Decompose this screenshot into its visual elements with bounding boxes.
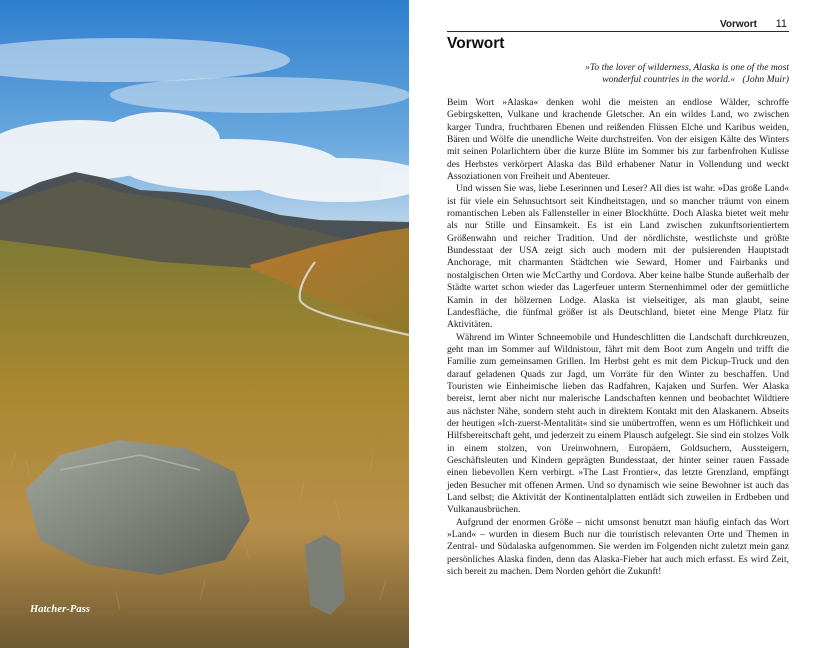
epigraph-line-2-text: wonderful countries in the world.«: [602, 74, 736, 86]
paragraph-4: Aufgrund der enormen Größe – nicht umsonst benutzt man häufig einfach das Wort »Land« – wurden in diesem Buch nur die touristisch relevanten Orte und Themen in Zentral- und Südalaska aufgenommen. Sie werden im Folgenden nicht zuletzt mein ganz persönliches Alaska finden, denn das Alaska-Fieber hat auch mich erfasst. Es wird Zeit, sich bereit zu machen. Dem Norden gehört die Zukunft!: [447, 516, 789, 578]
epigraph-author: (John Muir): [742, 74, 789, 86]
chapter-title: Vorwort: [447, 35, 505, 52]
photo-caption: Hatcher-Pass: [30, 604, 91, 615]
text-page: [409, 0, 819, 648]
running-head: [447, 17, 789, 32]
body-text: [447, 97, 789, 578]
epigraph-line-1: »To the lover of wilderness, Alaska is one of the most: [585, 62, 789, 73]
photo-page: [0, 0, 409, 648]
paragraph-2: Und wissen Sie was, liebe Leserinnen und Leser? All dies ist wahr. »Das große Land« ist für viele ein Sehnsuchtsort seit Kindheitstagen, und so mancher träumt von einem romantischen Leben als Fallensteller in einer Blockhütte. Doch Alaska bietet weit mehr als nur Stille und Einsamkeit. Es ist ein Land zwischen zukunftsorientiertem Größenwahn und reicher Tradition. Und der nördlichste, westlichste und größte Bundesstaat der USA zeigt sich auch modern mit der pulsierenden Hauptstadt Anchorage, mit charmanten Städtchen wie Seward, Homer und Fairbanks und nostalgischen Orten wie McCarthy und Cordova. Aber keine halbe Stunde außerhalb der Städte wartet schon wieder das Lagerfeuer unterm Sternenhimmel oder der gemütliche Kamin in der hölzernen Lodge. Alaska ist vielseitiger, als man glaubt, seine Landesfläche, die fünfmal größer ist als Deutschland, bietet eine Menge Platz für Aktivitäten.: [447, 183, 789, 331]
landscape-photo: [0, 0, 409, 648]
epigraph: [509, 62, 789, 86]
paragraph-3: Während im Winter Schneemobile und Hundeschlitten die Landschaft durchkreuzen, geht man im Sommer auf Wildnistour, fährt mit dem Boot zum Angeln und trifft die Familie zum gemeinsamen Grillen. Im Herbst geht es mit dem Pickup-Truck und den darauf geladenen Quads zur Jagd, um Vorräte für den Winter zu beschaffen. Und Touristen wie Einheimische lieben das Radfahren, Kajaken und Surfen. Wer Alaska bereist, lernt aber nicht nur malerische Landschaften kennen und beobachtet Wildtiere aus nächster Nähe, sondern steht auch in direktem Kontakt mit den Alaskanern. Abseits der heutigen »Ich-zuerst-Mentalität« sind sie unübertroffen, wenn es um Höflichkeit und Hilfsbereitschaft geht, und jederzeit zu einem Plausch aufgelegt. Sie sind ein stolzes Volk in einem stolzen, von Ureinwohnern, Europäern, Goldsuchern, Aussteigern, Geschäftsleuten und Kindern geprägten Bundesstaat, der hinter seiner rauen Fassade einen liebevollen Kern verbirgt. »The Last Frontier«, das letzte Grenzland, empfängt jeden Besucher mit offenen Armen. Und so dynamisch wie seine Bewohner ist auch das Land selbst; die Aktivität der Kontinentalplatten entlädt sich zuweilen in Erdbeben und Vulkanausbrüchen.: [447, 331, 789, 516]
paragraph-1: Beim Wort »Alaska« denken wohl die meisten an endlose Wälder, schroffe Gebirgsketten, Vulkane und krachende Gletscher. An ein wildes Land, wo zwischen karger Tundra, fruchtbaren Ebenen und reißenden Flüssen Elche und Karibus weiden, Bären und Wölfe die unendliche Weite durchstreifen. Von der eisigen Kälte des Winters mit seinen Polarlichtern über die kurze Blüte im Sommer bis zur farbenfrohen Kulisse des Herbstes verkörpert Alaska das Bild erhabener Natur in Vollendung und weckt Assoziationen von Freiheit und Abenteuer.: [447, 97, 789, 183]
epigraph-line-2: [509, 74, 789, 86]
running-head-title: Vorwort: [719, 19, 757, 30]
page-number: 11: [775, 18, 787, 30]
